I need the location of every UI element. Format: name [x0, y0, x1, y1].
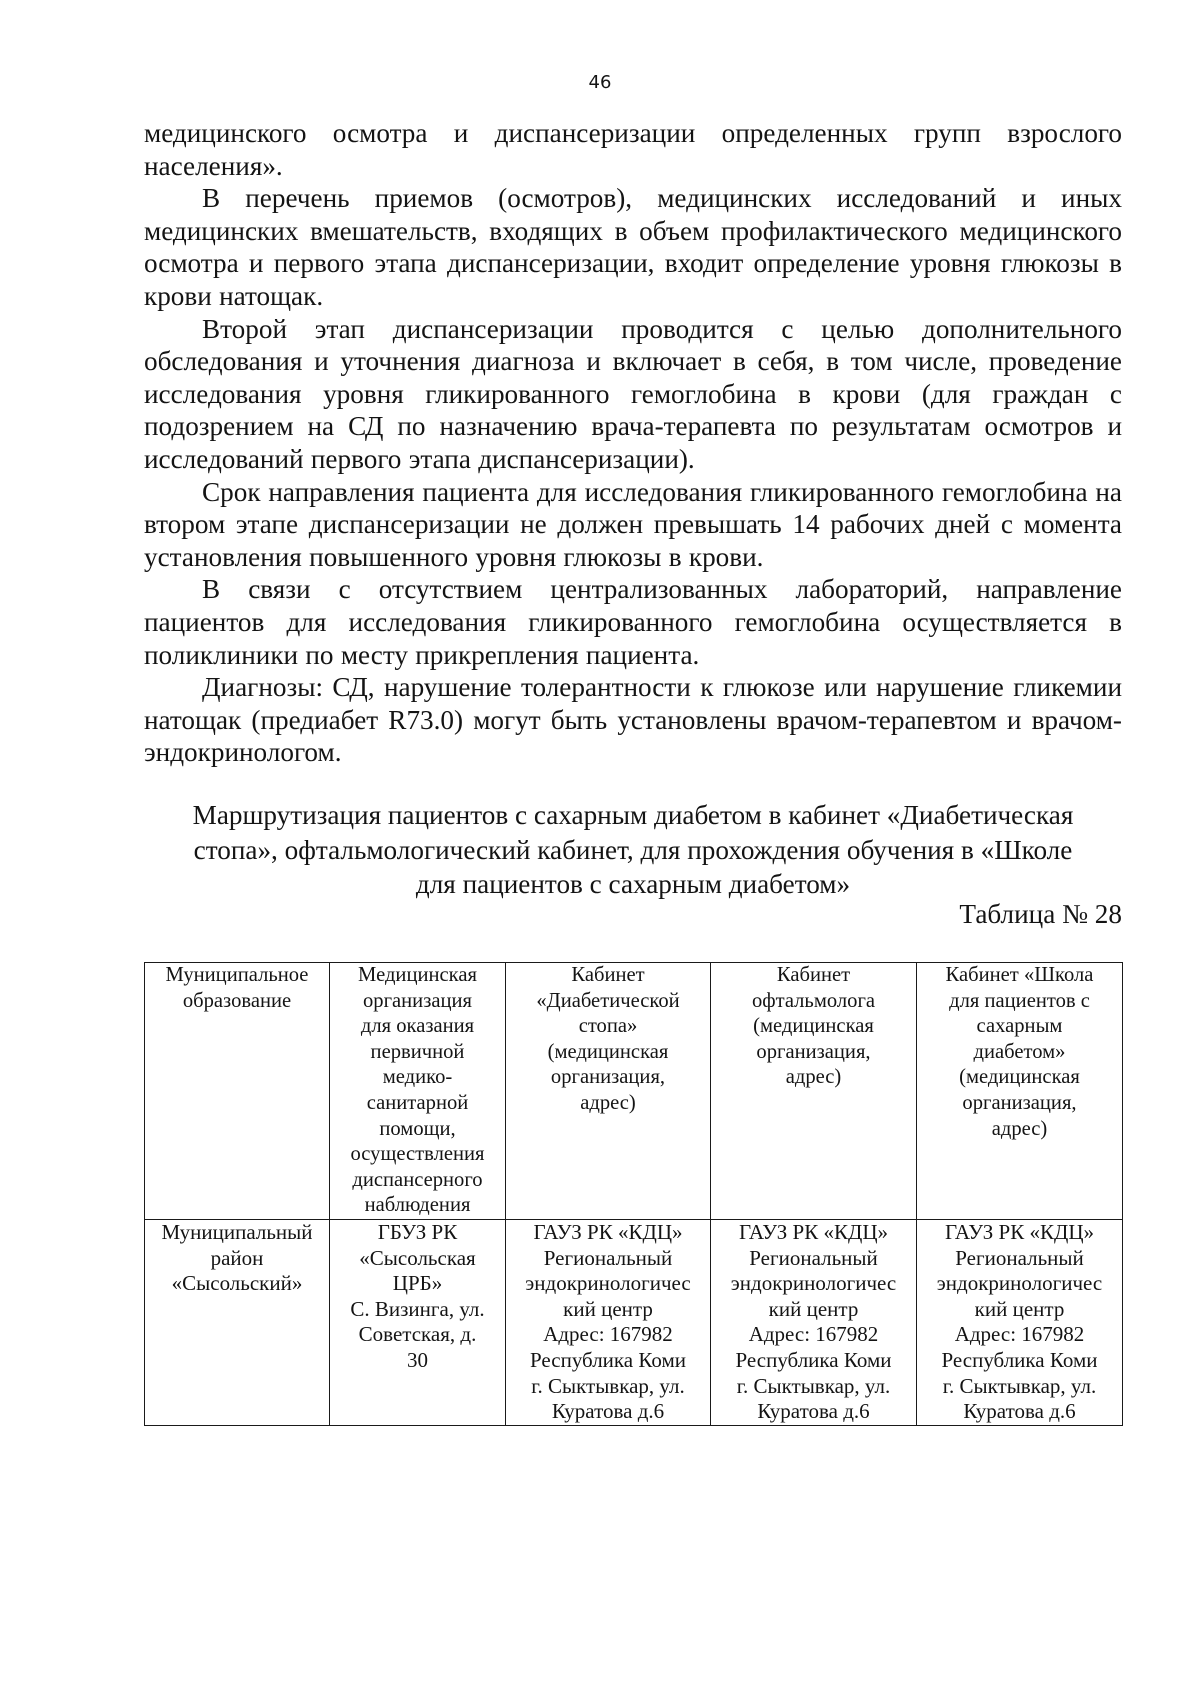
cell-diabetic-foot [506, 1219, 711, 1425]
header-line: Кабинет [776, 964, 851, 986]
cell-line: г. Сыктывкар, ул. [736, 1373, 891, 1398]
header-line: медико- [382, 1066, 453, 1089]
cell-line: С. Визинга, ул. [350, 1296, 485, 1321]
header-line: адрес) [580, 1091, 636, 1114]
header-line: организация, [550, 1066, 666, 1089]
header-line: для оказания [360, 1015, 475, 1038]
header-line: «Диабетической [536, 989, 680, 1012]
paragraph: Диагнозы: СД, нарушение толерантности к глюкозе или нарушение гликемии натощак (предиабет R73.0) могут быть установлены врачом-терапевтом и врачом-эндокринологом. [144, 672, 1122, 768]
cell-line: Региональный [749, 1245, 878, 1270]
cell-line: ГАУЗ РК «КДЦ» [533, 1219, 683, 1244]
cell-line: район [210, 1245, 264, 1270]
table-title [144, 798, 1122, 902]
cell-line: Республика Коми [735, 1347, 892, 1372]
cell-line: Куратова д.6 [551, 1399, 665, 1424]
cell-line: эндокринологичес [525, 1271, 691, 1296]
cell-line: Куратова д.6 [963, 1399, 1076, 1424]
cell-line: Региональный [955, 1245, 1084, 1270]
cell-line: эндокринологичес [936, 1271, 1103, 1296]
header-line: Медицинская [358, 964, 477, 986]
cell-line: Региональный [543, 1245, 673, 1270]
header-medical-organization [330, 963, 506, 1220]
cell-line: «Сысольский» [171, 1271, 303, 1296]
header-line: организация, [756, 1040, 871, 1063]
header-line: (медицинская [753, 1015, 874, 1038]
cell-line: г. Сыктывкар, ул. [531, 1373, 685, 1398]
header-ophthalmologist [711, 963, 917, 1220]
cell-line: Муниципальный [161, 1219, 313, 1244]
table-title-line: для пациентов с сахарным диабетом» [415, 869, 851, 899]
header-line: стопа» [578, 1015, 638, 1038]
cell-line: Адрес: 167982 [543, 1322, 673, 1347]
header-line: диабетом» [973, 1040, 1066, 1063]
cell-line: «Сысольская [359, 1245, 476, 1270]
cell-line: ГАУЗ РК «КДЦ» [739, 1219, 888, 1244]
header-line: сахарным [976, 1015, 1063, 1038]
header-line: образование [182, 989, 292, 1012]
cell-line: ГАУЗ РК «КДЦ» [945, 1219, 1094, 1244]
cell-ophthalmologist [711, 1219, 917, 1425]
header-line: Кабинет [571, 964, 645, 986]
page-number: 46 [588, 72, 612, 93]
paragraph: Срок направления пациента для исследования гликированного гемоглобина на втором этапе диспансеризации не должен превышать 14 рабочих дней с момента установления повышенного уровня глюкозы в крови. [144, 476, 1122, 572]
header-diabetic-foot [506, 963, 711, 1220]
table-row [145, 1219, 1123, 1425]
header-diabetes-school [917, 963, 1123, 1220]
header-line: наблюдения [364, 1194, 471, 1217]
paragraph: медицинского осмотра и диспансеризации определенных групп взрослого населения». [144, 118, 1122, 181]
cell-municipality [145, 1219, 330, 1425]
header-line: (медицинская [959, 1066, 1080, 1089]
cell-line: 30 [407, 1347, 428, 1372]
cell-line: эндокринологичес [730, 1271, 897, 1296]
paragraph: В перечень приемов (осмотров), медицинских исследований и иных медицинских вмешательств, входящих в объем профилактического медицинского осмотра и первого этапа диспансеризации, входит определение уровня глюкозы в крови натощак. [144, 183, 1122, 311]
header-line: санитарной [366, 1091, 469, 1114]
table-title-line: Маршрутизация пациентов с сахарным диабетом в кабинет «Диабетическая [192, 800, 1074, 830]
table-caption: Таблица № 28 [959, 899, 1122, 929]
routing-table [144, 962, 1123, 1426]
cell-diabetes-school [917, 1219, 1123, 1425]
paragraph: В связи с отсутствием централизованных лабораторий, направление пациентов для исследования гликированного гемоглобина осуществляется в поликлиники по месту прикрепления пациента. [144, 574, 1122, 670]
cell-medical-organization [330, 1219, 506, 1425]
header-line: осуществления [350, 1143, 485, 1166]
header-line: офтальмолога [751, 989, 876, 1012]
table-title-line: стопа», офтальмологический кабинет, для прохождения обучения в «Школе [193, 834, 1073, 865]
header-line: для пациентов с [949, 989, 1090, 1012]
cell-line: Адрес: 167982 [954, 1322, 1085, 1347]
header-line: организация, [962, 1091, 1077, 1114]
cell-line: Республика Коми [530, 1347, 686, 1372]
header-line: (медицинская [547, 1040, 669, 1063]
header-line: организация [362, 989, 472, 1012]
cell-line: Адрес: 167982 [748, 1322, 879, 1347]
cell-line: ГБУЗ РК [377, 1219, 458, 1244]
header-municipality [145, 963, 330, 1220]
cell-line: кий центр [974, 1296, 1065, 1321]
cell-line: кий центр [563, 1296, 653, 1321]
paragraph: Второй этап диспансеризации проводится с целью дополнительного обследования и уточнения диагноза и включает в себя, в том числе, проведение исследования уровня гликированного гемоглобина в крови (для граждан с подозрением на СД по назначению врача-терапевта по результатам осмотров и исследований первого этапа диспансеризации). [144, 313, 1122, 474]
header-line: первичной [370, 1040, 465, 1063]
header-line: адрес) [785, 1066, 842, 1089]
header-line: диспансерного [352, 1168, 483, 1191]
header-line: адрес) [991, 1117, 1048, 1140]
header-line: Муниципальное [165, 964, 309, 986]
table-header-row [145, 963, 1123, 1220]
cell-line: ЦРБ» [392, 1271, 443, 1296]
header-line: помощи, [379, 1117, 456, 1140]
cell-line: Куратова д.6 [757, 1399, 870, 1424]
body-text [144, 117, 1122, 769]
cell-line: Республика Коми [941, 1347, 1098, 1372]
cell-line: кий центр [768, 1296, 859, 1321]
cell-line: Советская, д. [358, 1322, 477, 1347]
cell-line: г. Сыктывкар, ул. [942, 1373, 1097, 1398]
header-line: Кабинет «Школа [945, 964, 1094, 986]
